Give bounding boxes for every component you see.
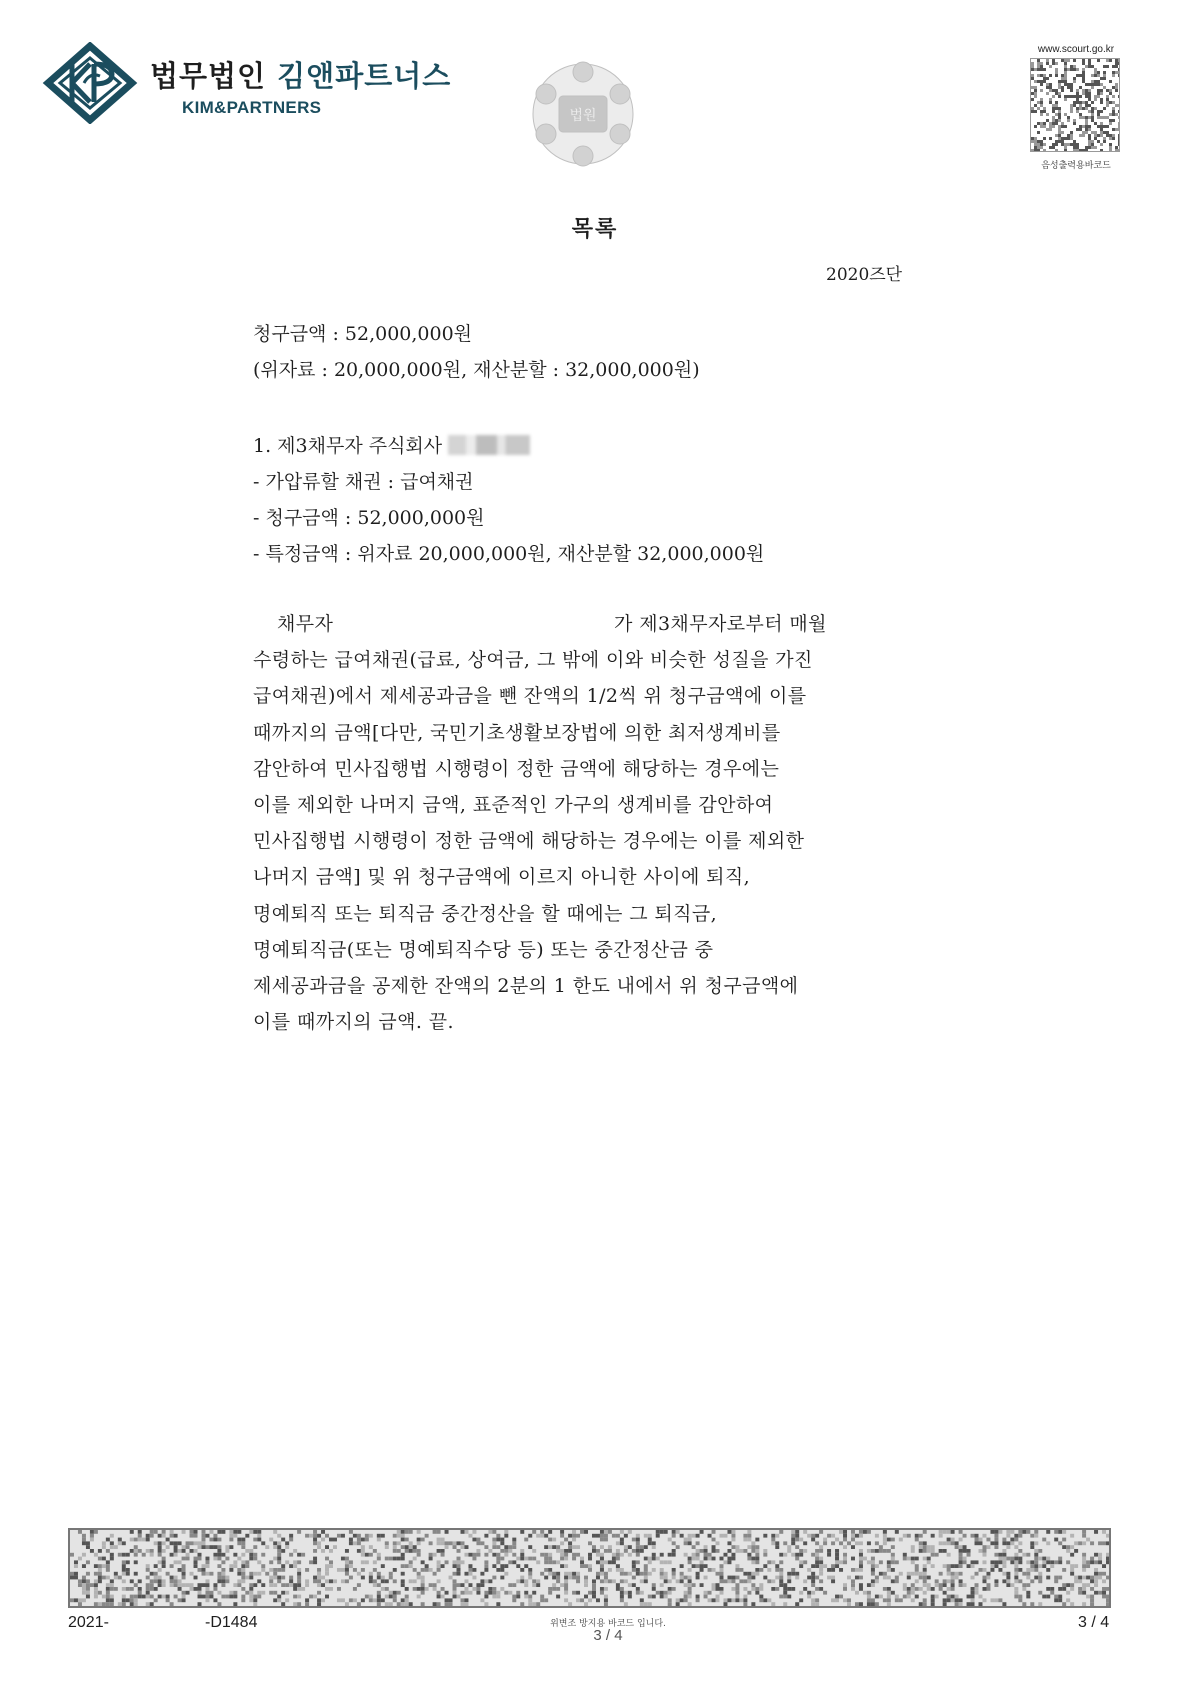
footer-page-number: 3 / 4 [1078,1614,1110,1631]
qr-caption: 음성출력용바코드 [1041,161,1111,171]
item-heading [253,428,764,464]
firm-name-prefix: 법무법인 [150,59,267,93]
item-bullet: - 가압류할 채권 : 급여채권 [253,471,474,493]
firm-logo-mark-icon [42,42,138,124]
item-bullet: - 청구금액 : 52,000,000원 [253,507,485,529]
footer-reference: -D1484 [205,1614,258,1631]
item-bullet: - 특정금액 : 위자료 20,000,000원, 재산분할 32,000,000원 [253,543,765,565]
claim-summary [253,316,700,388]
firm-name-brand: 김앤파트너스 [277,59,452,93]
paragraph-line: 이를 때까지의 금액. 끝. [253,1011,454,1034]
debtor-clause: 가 제3채무자로부터 매월 [614,613,827,635]
claim-breakdown-line: (위자료 : 20,000,000원, 재산분할 : 32,000,000원) [253,359,700,381]
paragraph-line-first [253,606,973,642]
seal-text: 법원 [569,108,597,124]
item-heading-text: 1. 제3채무자 주식회사 [253,435,443,457]
claim-amount-line: 청구금액 : 52,000,000원 [253,323,473,345]
qr-code-icon [1030,58,1120,152]
document-title: 목록 [571,217,619,242]
redacted-company-name [448,435,530,455]
debtor-label: 채무자 [277,613,334,635]
paragraph-line: 나머지 금액] 및 위 청구금액에 이르지 아니한 사이에 퇴직, [253,866,751,889]
paragraph-line: 명예퇴직 또는 퇴직금 중간정산을 할 때에는 그 퇴직금, [253,902,718,925]
firm-name-ko [150,54,451,95]
footer-year: 2021- [68,1614,109,1631]
paragraph-line: 때까지의 금액[다만, 국민기초생활보장법에 의한 최저생계비를 [253,721,781,744]
footer-anti-forgery-note: 위변조 방지용 바코드 입니다. [550,1619,666,1629]
voice-barcode-block [1030,44,1122,171]
case-number: 2020즈단 [826,265,903,285]
anti-forgery-barcode-icon [68,1528,1111,1608]
paragraph-line: 제세공과금을 공제한 잔액의 2분의 1 한도 내에서 위 청구금액에 [253,975,799,998]
firm-logo [42,42,452,132]
seizure-description [253,606,973,1040]
paragraph-line: 수령하는 급여채권(급료, 상여금, 그 밖에 이와 비슷한 성질을 가진 [253,649,813,672]
qr-url: www.scourt.go.kr [1037,44,1115,55]
firm-name-en: KIM&PARTNERS [182,98,322,117]
paragraph-line: 이를 제외한 나머지 금액, 표준적인 가구의 생계비를 감안하여 [253,794,774,817]
footer-page-number-center: 3 / 4 [593,1627,623,1644]
debtor-item [253,428,764,572]
paragraph-line: 급여채권)에서 제세공과금을 뺀 잔액의 1/2씩 위 청구금액에 이를 [253,685,807,708]
paragraph-line: 민사집행법 시행령이 정한 금액에 해당하는 경우에는 이를 제외한 [253,830,805,853]
paragraph-line: 명예퇴직금(또는 명예퇴직수당 등) 또는 중간정산금 중 [253,938,714,961]
court-seal-icon [527,58,639,170]
paragraph-line: 감안하여 민사집행법 시행령이 정한 금액에 해당하는 경우에는 [253,757,780,780]
